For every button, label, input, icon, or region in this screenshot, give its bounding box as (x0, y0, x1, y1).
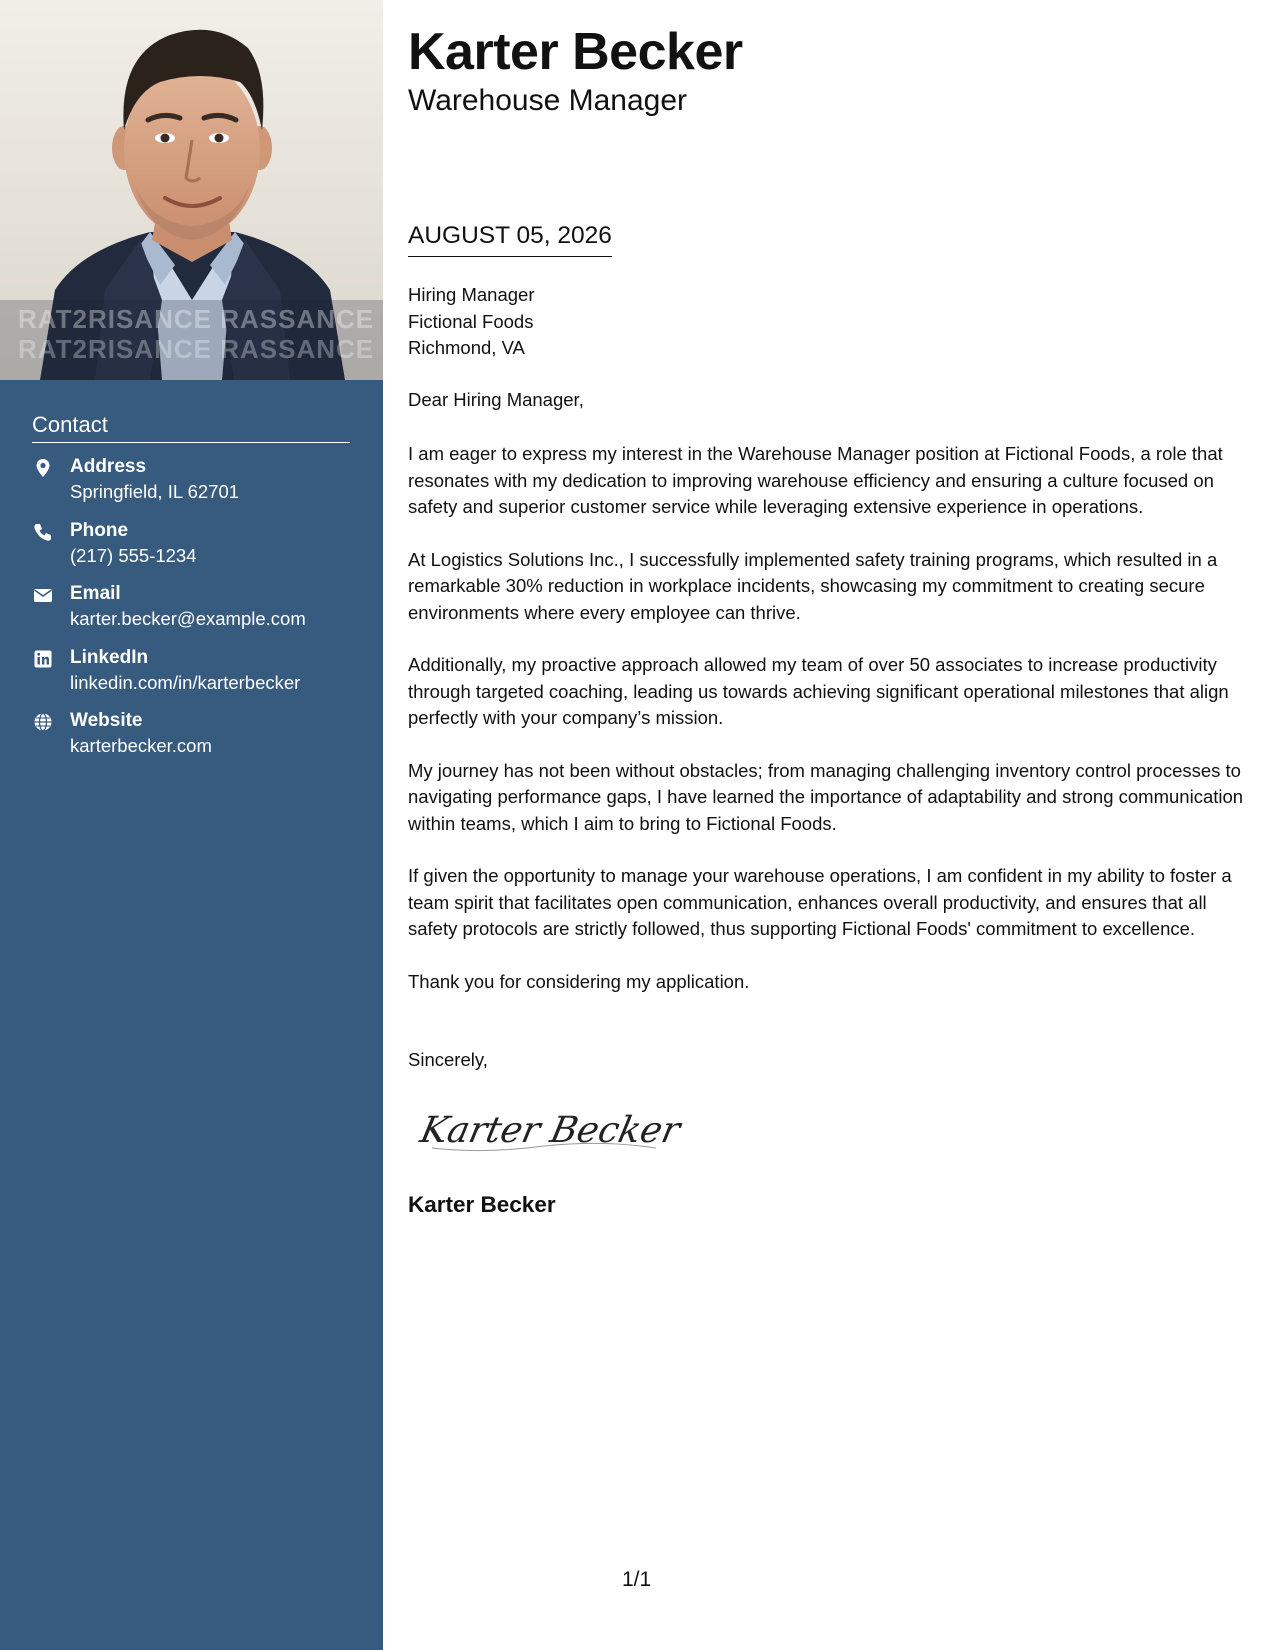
svg-text:Karter Becker: Karter Becker (416, 1108, 684, 1151)
svg-text:RAT2RISANCE RASSANCE: RAT2RISANCE RASSANCE (18, 334, 375, 364)
contact-item-address (32, 455, 350, 519)
contact-item-phone (32, 519, 350, 583)
body-paragraph: Thank you for considering my application. (408, 970, 750, 992)
linkedin-label: LinkedIn (70, 646, 149, 668)
recipient-block (408, 282, 534, 362)
email-value: karter.becker@example.com (70, 608, 306, 629)
body-paragraph: Additionally, my proactive approach allowed my team of over 50 associates to increase productivity through targeted coaching, leading us towards achieving significant operational milestones that align perfectly with your company’s mission. (408, 654, 1229, 728)
phone-value: (217) 555-1234 (70, 544, 197, 566)
location-pin-icon (33, 458, 53, 478)
recipient-line: Richmond, VA (408, 337, 525, 358)
applicant-name: Karter Becker (408, 23, 743, 81)
salutation: Dear Hiring Manager, (408, 389, 584, 410)
email-icon (33, 585, 53, 605)
recipient-line: Fictional Foods (408, 310, 534, 332)
body-paragraph: At Logistics Solutions Inc., I successfully implemented safety training programs, which resulted in a remarkable 30% reduction in workplace incidents, showcasing my commitment to creating secure environments where every employee can thrive. (408, 548, 1218, 623)
signed-name: Karter Becker (408, 1192, 556, 1217)
website-value[interactable]: karterbecker.com (70, 735, 212, 756)
phone-icon (33, 522, 53, 542)
linkedin-icon (33, 649, 53, 669)
sidebar (0, 0, 383, 1650)
address-label: Address (70, 456, 147, 477)
recipient-line: Hiring Manager (408, 284, 535, 305)
letter-date: AUGUST 05, 2026 (408, 222, 612, 257)
handwritten-signature (416, 1098, 684, 1160)
applicant-title: Warehouse Manager (408, 84, 688, 117)
body-paragraph: If given the opportunity to manage your warehouse operations, I am confident in my ability to foster a team spirit that facilitates open communication, enhances overall productivity, and ensures that all safety protocols are strictly followed, thus supporting Fictional Foods' commitment to excellence. (408, 865, 1232, 939)
address-value: Springfield, IL 62701 (70, 481, 240, 502)
contact-item-linkedin (32, 646, 350, 710)
contact-section (32, 412, 350, 773)
closing: Sincerely, (408, 1049, 488, 1070)
email-label: Email (70, 583, 121, 604)
contact-item-email (32, 582, 350, 646)
body-paragraph: My journey has not been without obstacles; from managing challenging inventory control processes to navigating performance gaps, I have learned the importance of adaptability and strong communication within teams, which I aim to bring to Fictional Foods. (408, 759, 1244, 834)
svg-text:RAT2RISANCE RASSANCE: RAT2RISANCE RASSANCE (18, 304, 375, 334)
phone-label: Phone (70, 519, 129, 541)
page-number: 1/1 (622, 1568, 652, 1591)
website-label: Website (70, 710, 143, 731)
body-paragraph: I am eager to express my interest in the Warehouse Manager position at Fictional Foods, a role that resonates with my dedication to improving warehouse efficiency and ensuring a culture focused on safety and superior customer service while leveraging extensive experience in operations. (408, 443, 1223, 517)
letter-body (408, 441, 1253, 1021)
linkedin-value[interactable]: linkedin.com/in/karterbecker (70, 671, 301, 693)
contact-heading: Contact (32, 412, 350, 443)
contact-item-website (32, 709, 350, 773)
globe-icon (33, 712, 53, 732)
profile-photo (0, 0, 383, 380)
